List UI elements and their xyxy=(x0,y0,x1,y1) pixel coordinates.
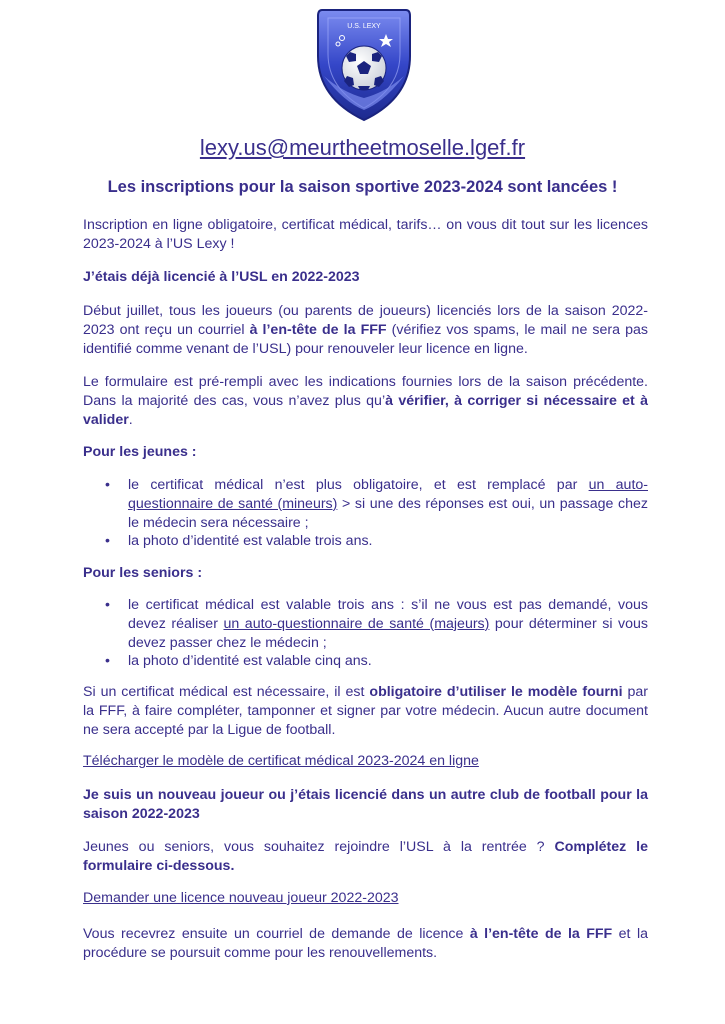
nouveau-joueur-link[interactable]: Demander une licence nouveau joueur 2022-2023 xyxy=(83,890,399,906)
seniors-list xyxy=(83,596,648,671)
jeunes-list xyxy=(83,476,648,551)
list-item: • la photo d’identité est valable cinq ans. xyxy=(83,652,648,671)
list-item: • le certificat médical est valable trois ans : s’il ne vous est pas demandé, vous devez réaliser un auto-questionnaire de santé (majeurs) pour déterminer si vous devez passer chez le médecin ; xyxy=(83,596,648,652)
list-item: • le certificat médical n’est plus obligatoire, et est remplacé par un auto-questionnaire de santé (mineurs) > si une des réponses est oui, un passage chez le médecin sera nécessaire ; xyxy=(83,476,648,532)
certificat-paragraph: Si un certificat médical est nécessaire, il est obligatoire d’utiliser le modèle fourni par la FFF, à faire compléter, tamponner et signer par votre médecin. Aucun autre document ne sera accepté par la Ligue de football. xyxy=(83,684,648,738)
section2-paragraph2: Vous recevrez ensuite un courriel de demande de licence à l’en-tête de la FFF et la procédure se poursuit comme pour les renouvellements. xyxy=(83,926,648,961)
section2-paragraph1: Jeunes ou seniors, vous souhaitez rejoindre l’USL à la rentrée ? Complétez le formulaire ci-dessous. xyxy=(83,839,648,874)
email-link[interactable]: lexy.us@meurtheetmoselle.lgef.fr xyxy=(199,135,526,160)
intro-paragraph: Inscription en ligne obligatoire, certificat médical, tarifs… on vous dit tout sur les licences 2023-2024 à l’US Lexy ! xyxy=(83,217,648,252)
club-crest-logo xyxy=(314,6,414,124)
section1-title: J’étais déjà licencié à l’USL en 2022-2023 xyxy=(83,269,360,285)
download-certificat-link[interactable]: Télécharger le modèle de certificat médical 2023-2024 en ligne xyxy=(83,753,479,769)
seniors-title: Pour les seniors : xyxy=(83,565,203,581)
logo-text: U.S. LEXY xyxy=(347,23,381,30)
list-item: • la photo d’identité est valable trois ans. xyxy=(83,532,648,551)
section2-title: Je suis un nouveau joueur ou j’étais licencié dans un autre club de football pour la saison 2022-2023 xyxy=(83,787,648,822)
section1-paragraph1: Début juillet, tous les joueurs (ou parents de joueurs) licenciés lors de la saison 2022-2023 ont reçu un courriel à l’en-tête de la FFF (vérifiez vos spams, le mail ne sera pas identifié comme venant de l’USL) pour renouveler leur licence en ligne. xyxy=(83,303,648,357)
headline: Les inscriptions pour la saison sportive 2023-2024 sont lancées ! xyxy=(107,178,618,196)
jeunes-title: Pour les jeunes : xyxy=(83,444,197,460)
section1-paragraph2: Le formulaire est pré-rempli avec les indications fournies lors de la saison précédente. Dans la majorité des cas, vous n’avez plus qu’à vérifier, à corriger si nécessaire et à valider. xyxy=(83,374,649,428)
questionnaire-majeurs-link[interactable]: un auto-questionnaire de santé (majeurs) xyxy=(223,615,490,632)
questionnaire-mineurs-link[interactable]: un auto-questionnaire de santé (mineurs) xyxy=(128,477,648,512)
